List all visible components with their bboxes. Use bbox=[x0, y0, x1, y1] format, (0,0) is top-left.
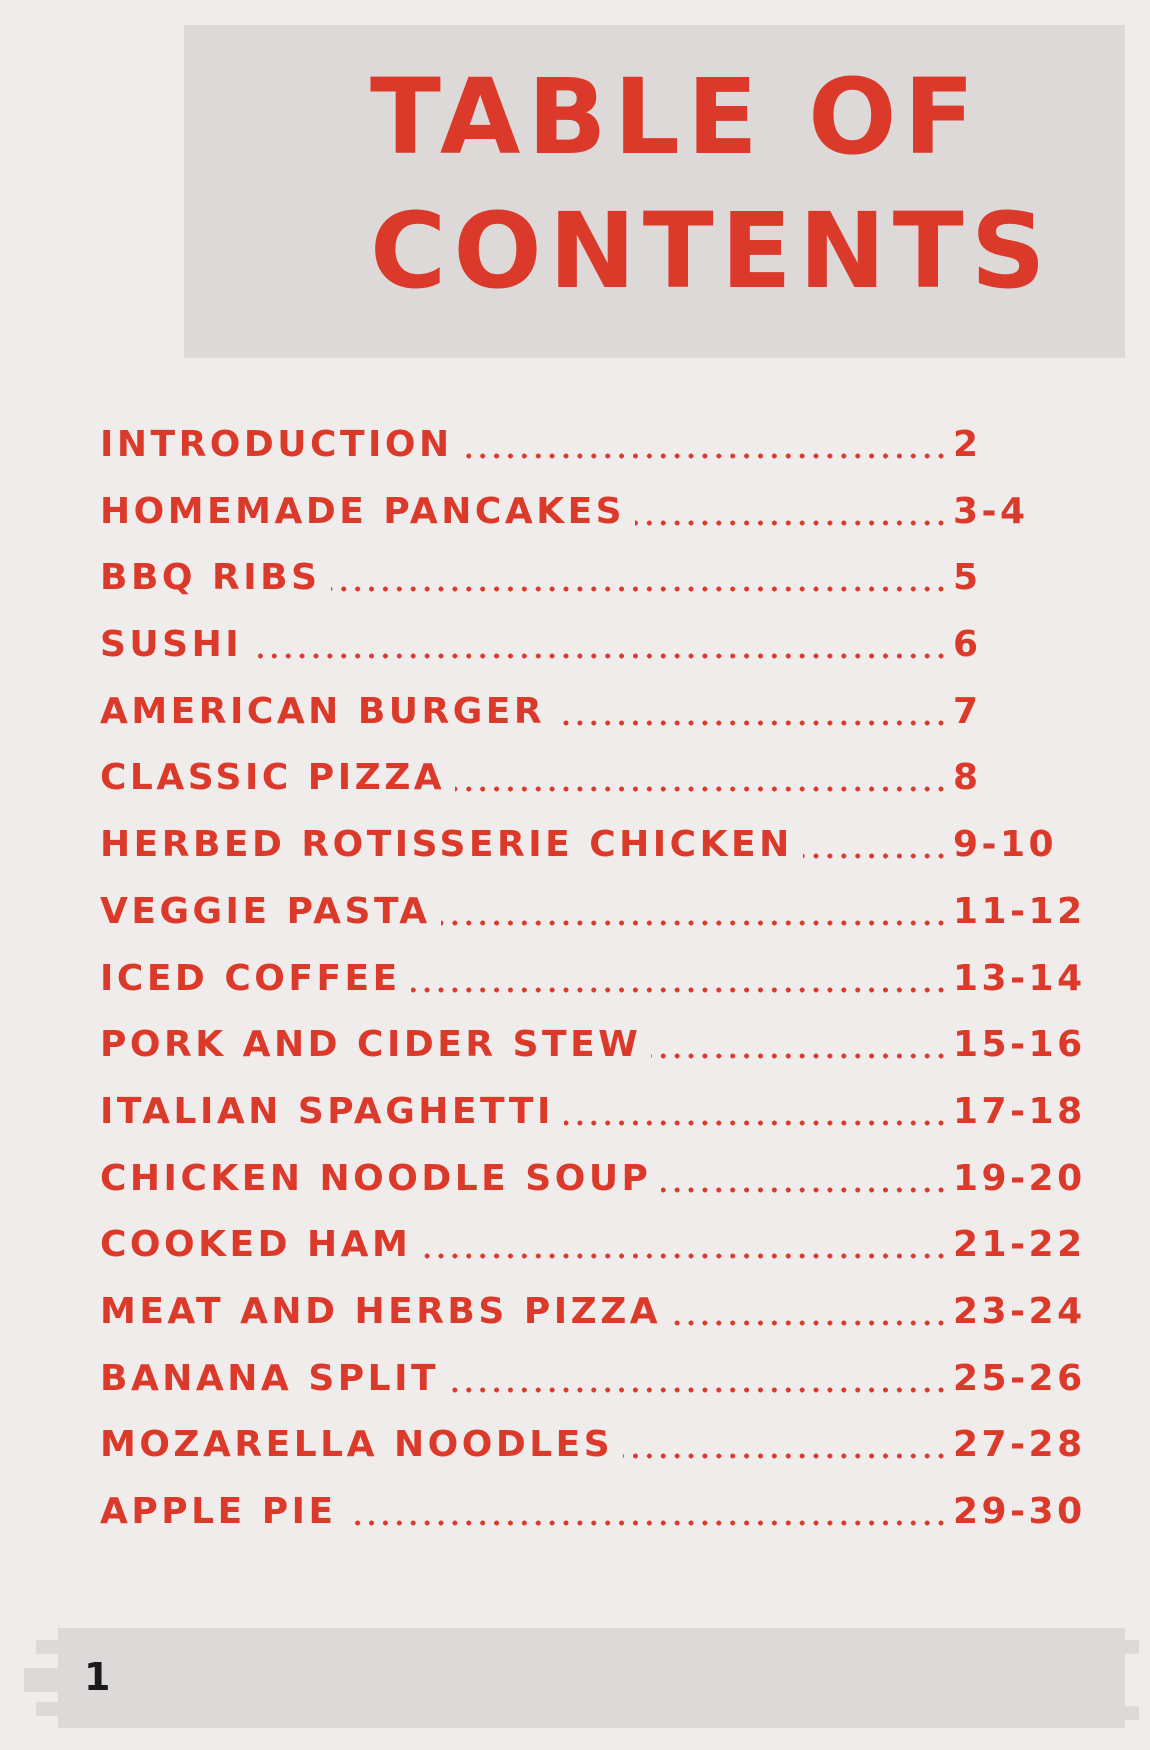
footer-pixel-decoration-left bbox=[24, 1668, 58, 1692]
toc-entry bbox=[100, 1146, 1086, 1213]
page-title-line-2: CONTENTS bbox=[370, 190, 1053, 312]
toc-entry-page: 19-20 bbox=[953, 1157, 1086, 1199]
footer-pixel-decoration-left bbox=[36, 1640, 58, 1654]
toc-entry-title: ITALIAN SPAGHETTI bbox=[100, 1090, 554, 1132]
toc-entry-page: 5 bbox=[953, 557, 982, 599]
toc-entry-leader-dots bbox=[564, 1119, 948, 1127]
footer-pixel-decoration-right bbox=[1125, 1706, 1139, 1720]
toc-entry-page: 25-26 bbox=[953, 1357, 1086, 1399]
toc-entry-title: AMERICAN BURGER bbox=[100, 690, 546, 732]
toc-entry-leader-dots bbox=[623, 1452, 948, 1460]
toc-entry-page: 6 bbox=[953, 624, 982, 666]
toc-entry bbox=[100, 479, 1060, 546]
table-of-contents bbox=[100, 412, 1086, 1546]
toc-entry-title: MOZARELLA NOODLES bbox=[100, 1424, 614, 1466]
toc-entry-page: 2 bbox=[953, 424, 982, 465]
toc-entry-page: 29-30 bbox=[953, 1491, 1086, 1532]
toc-entry-leader-dots bbox=[441, 919, 948, 927]
toc-entry bbox=[100, 545, 1060, 612]
toc-entry bbox=[100, 812, 1060, 879]
toc-entry-title: SUSHI bbox=[100, 624, 243, 666]
toc-entry-leader-dots bbox=[455, 785, 948, 793]
toc-entry-leader-dots bbox=[331, 585, 948, 593]
page-number: 1 bbox=[84, 1655, 111, 1699]
toc-entry bbox=[100, 1346, 1086, 1413]
toc-entry-page: 7 bbox=[953, 690, 982, 732]
toc-entry bbox=[100, 1079, 1086, 1146]
footer-pixel-decoration-right bbox=[1125, 1640, 1139, 1654]
toc-entry bbox=[100, 879, 1086, 946]
toc-entry-leader-dots bbox=[651, 1052, 948, 1060]
toc-entry-title: APPLE PIE bbox=[100, 1491, 337, 1532]
toc-entry-page: 15-16 bbox=[953, 1024, 1086, 1066]
toc-entry-title: HERBED ROTISSERIE CHICKEN bbox=[100, 824, 793, 866]
page-title-line-1: TABLE OF bbox=[370, 56, 982, 178]
footer-pixel-decoration-left bbox=[36, 1702, 58, 1716]
footer-bar bbox=[58, 1628, 1125, 1728]
toc-entry bbox=[100, 1479, 1086, 1546]
toc-entry-title: CLASSIC PIZZA bbox=[100, 757, 446, 799]
toc-entry-page: 21-22 bbox=[953, 1224, 1086, 1266]
toc-entry-page: 3-4 bbox=[953, 490, 1029, 532]
toc-entry bbox=[100, 679, 1060, 746]
toc-entry-leader-dots bbox=[803, 852, 948, 860]
toc-entry bbox=[100, 745, 1060, 812]
toc-entry bbox=[100, 1212, 1086, 1279]
toc-entry-page: 17-18 bbox=[953, 1090, 1086, 1132]
toc-entry-page: 9-10 bbox=[953, 824, 1058, 866]
toc-entry bbox=[100, 412, 1060, 479]
toc-entry bbox=[100, 1412, 1086, 1479]
page-title bbox=[370, 50, 1053, 318]
toc-entry bbox=[100, 1012, 1086, 1079]
toc-entry-page: 13-14 bbox=[953, 957, 1086, 999]
toc-entry-page: 11-12 bbox=[953, 890, 1086, 932]
toc-entry-title: HOMEMADE PANCAKES bbox=[100, 490, 626, 532]
toc-entry-leader-dots bbox=[449, 1386, 948, 1394]
toc-entry bbox=[100, 612, 1060, 679]
toc-entry-title: PORK AND CIDER STEW bbox=[100, 1024, 642, 1066]
toc-entry-title: BANANA SPLIT bbox=[100, 1357, 440, 1399]
toc-entry-leader-dots bbox=[347, 1519, 948, 1527]
toc-entry-leader-dots bbox=[671, 1319, 948, 1327]
toc-entry-title: COOKED HAM bbox=[100, 1224, 412, 1266]
toc-entry-leader-dots bbox=[555, 719, 948, 727]
toc-entry-page: 27-28 bbox=[953, 1424, 1086, 1466]
toc-entry bbox=[100, 946, 1086, 1013]
toc-entry-title: CHICKEN NOODLE SOUP bbox=[100, 1157, 652, 1199]
toc-entry-page: 8 bbox=[953, 757, 982, 799]
toc-entry-leader-dots bbox=[661, 1186, 948, 1194]
toc-entry-leader-dots bbox=[463, 452, 948, 460]
toc-entry-title: ICED COFFEE bbox=[100, 957, 401, 999]
toc-entry bbox=[100, 1279, 1086, 1346]
toc-entry-leader-dots bbox=[411, 986, 948, 994]
footer-pixel-decoration-right bbox=[1100, 1700, 1112, 1712]
footer-pixel-decoration-right bbox=[1100, 1642, 1112, 1654]
toc-entry-title: VEGGIE PASTA bbox=[100, 890, 431, 932]
toc-entry-leader-dots bbox=[635, 519, 948, 527]
toc-entry-page: 23-24 bbox=[953, 1290, 1086, 1332]
toc-entry-title: MEAT AND HERBS PIZZA bbox=[100, 1290, 662, 1332]
toc-entry-leader-dots bbox=[421, 1252, 948, 1260]
toc-entry-title: INTRODUCTION bbox=[100, 424, 453, 465]
toc-entry-title: BBQ RIBS bbox=[100, 557, 321, 599]
toc-entry-leader-dots bbox=[252, 652, 948, 660]
